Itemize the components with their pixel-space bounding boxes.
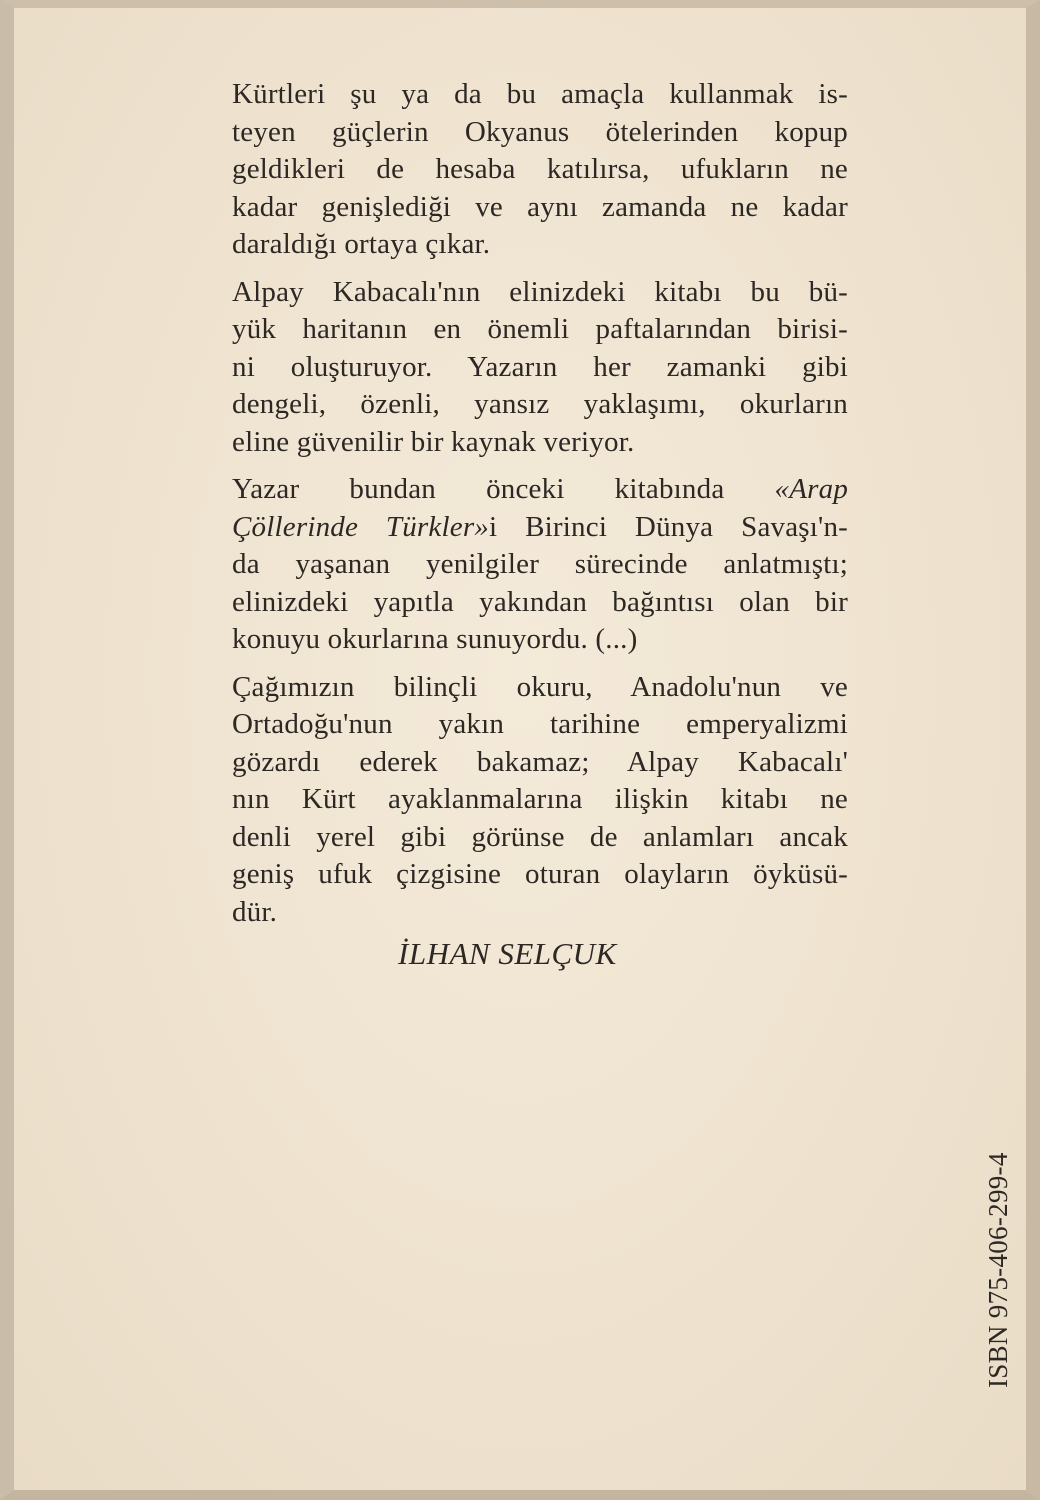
text-segment: i Birinci Dünya Savaşı'n- xyxy=(489,510,849,543)
text-line xyxy=(232,471,848,509)
paragraph-3 xyxy=(232,471,848,659)
text-line: geniş ufuk çizgisine oturan olayların öyküsü- xyxy=(232,858,848,890)
text-line: eline güvenilir bir kaynak veriyor. xyxy=(232,425,635,458)
text-line: ni oluşturuyor. Yazarın her zamanki gibi xyxy=(232,350,848,383)
text-line: da yaşanan yenilgiler sürecinde anlatmıştı; xyxy=(232,548,848,580)
text-line: Alpay Kabacalı'nın elinizdeki kitabı bu bü- xyxy=(232,275,848,308)
text-segment: Yazar bundan önceki kitabında xyxy=(232,473,725,505)
text-line: denli yerel gibi görünse de anlamları ancak xyxy=(232,820,848,853)
book-title-italic: «Arap xyxy=(774,473,849,505)
author-signature: İLHAN SELÇUK xyxy=(398,936,617,971)
text-line: geldikleri de hesaba katılırsa, ufukların ne xyxy=(232,153,848,185)
paragraph-4 xyxy=(232,669,848,932)
text-line: Çağımızın bilinçli okuru, Anadolu'nun ve xyxy=(232,670,848,703)
text-line: konuyu okurlarına sunuyordu. (...) xyxy=(232,623,638,655)
text-line: Kürtleri şu ya da bu amaçla kullanmak is- xyxy=(232,78,848,110)
isbn-number: ISBN 975-406-299-4 xyxy=(983,1152,1013,1388)
paragraph-1 xyxy=(232,76,848,264)
blurb-text xyxy=(232,76,848,941)
paragraph-2 xyxy=(232,274,848,462)
text-line: daraldığı ortaya çıkar. xyxy=(232,228,491,260)
text-line: Ortadoğu'nun yakın tarihine emperyalizmi xyxy=(232,708,848,740)
text-line: teyen güçlerin Okyanus ötelerinden kopup xyxy=(232,115,848,148)
text-line: nın Kürt ayaklanmalarına ilişkin kitabı ne xyxy=(232,783,848,815)
text-line: yük haritanın en önemli paftalarından birisi- xyxy=(232,313,848,345)
text-line: elinizdeki yapıtla yakından bağıntısı olan bir xyxy=(232,585,848,618)
text-line: kadar genişlediği ve aynı zamanda ne kadar xyxy=(232,190,848,223)
text-line: dür. xyxy=(232,895,278,928)
text-line: gözardı ederek bakamaz; Alpay Kabacalı' xyxy=(232,745,848,778)
book-title-italic: Çöllerinde Türkler» xyxy=(232,510,490,543)
text-line xyxy=(232,509,848,547)
text-line: dengeli, özenli, yansız yaklaşımı, okurların xyxy=(232,388,848,420)
